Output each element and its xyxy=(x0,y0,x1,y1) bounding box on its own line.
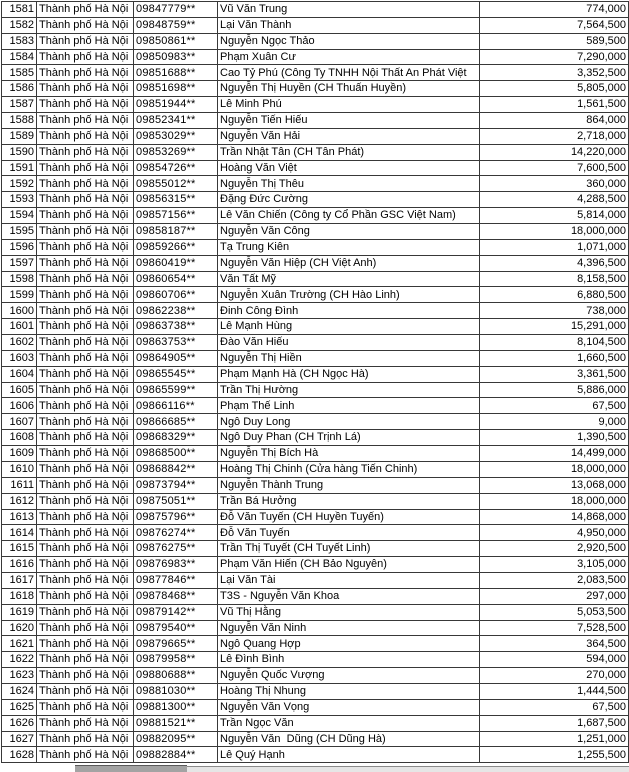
city-cell[interactable]: Thành phố Hà Nội xyxy=(37,414,134,430)
table-row xyxy=(2,430,629,446)
table-row xyxy=(2,2,629,18)
name-cell[interactable]: Ngô Duy Long xyxy=(218,414,480,430)
name-cell[interactable]: Lê Đình Bình xyxy=(218,652,480,668)
name-cell[interactable]: Lê Mạnh Hùng xyxy=(218,319,480,335)
name-cell[interactable]: T3S - Nguyễn Văn Khoa xyxy=(218,588,480,604)
row-index-cell[interactable]: 1600 xyxy=(2,303,37,319)
row-index-cell[interactable]: 1586 xyxy=(2,81,37,97)
amount-cell[interactable]: 9,000 xyxy=(480,414,629,430)
name-cell[interactable]: Nguyễn Thị Bích Hà xyxy=(218,446,480,462)
row-index-cell[interactable]: 1599 xyxy=(2,287,37,303)
partial-cell-fill-light xyxy=(187,766,629,772)
name-cell[interactable]: Trần Thị Tuyết (CH Tuyết Linh) xyxy=(218,541,480,557)
row-index-cell[interactable]: 1597 xyxy=(2,255,37,271)
table-row xyxy=(2,319,629,335)
name-cell[interactable]: Cao Tỷ Phú (Công Ty TNHH Nội Thất An Phát Việt xyxy=(218,65,480,81)
phone-cell[interactable]: 09863753** xyxy=(134,335,218,351)
phone-cell[interactable]: 09850861** xyxy=(134,33,218,49)
phone-cell[interactable]: 09848759** xyxy=(134,17,218,33)
amount-cell[interactable]: 270,000 xyxy=(480,668,629,684)
amount-cell[interactable]: 1,255,500 xyxy=(480,747,629,763)
amount-cell[interactable]: 5,886,000 xyxy=(480,382,629,398)
city-cell[interactable]: Thành phố Hà Nội xyxy=(37,239,134,255)
table-row xyxy=(2,208,629,224)
city-cell[interactable]: Thành phố Hà Nội xyxy=(37,255,134,271)
city-cell[interactable]: Thành phố Hà Nội xyxy=(37,620,134,636)
phone-cell[interactable]: 09851944** xyxy=(134,97,218,113)
phone-cell[interactable]: 09866116** xyxy=(134,398,218,414)
city-cell[interactable]: Thành phố Hà Nội xyxy=(37,192,134,208)
amount-cell[interactable]: 3,105,000 xyxy=(480,557,629,573)
amount-cell[interactable]: 6,880,500 xyxy=(480,287,629,303)
amount-cell[interactable]: 67,500 xyxy=(480,699,629,715)
name-cell[interactable]: Nguyễn Văn Hải xyxy=(218,128,480,144)
amount-cell[interactable]: 3,352,500 xyxy=(480,65,629,81)
amount-cell[interactable]: 14,220,000 xyxy=(480,144,629,160)
amount-cell[interactable]: 774,000 xyxy=(480,2,629,18)
row-index-cell[interactable]: 1598 xyxy=(2,271,37,287)
amount-cell[interactable]: 1,660,500 xyxy=(480,350,629,366)
row-index-cell[interactable]: 1605 xyxy=(2,382,37,398)
row-index-cell[interactable]: 1590 xyxy=(2,144,37,160)
amount-cell[interactable]: 14,499,000 xyxy=(480,446,629,462)
name-cell[interactable]: Nguyễn Tiến Hiếu xyxy=(218,113,480,129)
city-cell[interactable]: Thành phố Hà Nội xyxy=(37,97,134,113)
table-row xyxy=(2,572,629,588)
phone-cell[interactable]: 09853269** xyxy=(134,144,218,160)
phone-cell[interactable]: 09881521** xyxy=(134,715,218,731)
row-index-cell[interactable]: 1587 xyxy=(2,97,37,113)
table-row xyxy=(2,652,629,668)
table-row xyxy=(2,699,629,715)
city-cell[interactable]: Thành phố Hà Nội xyxy=(37,208,134,224)
phone-cell[interactable]: 09860706** xyxy=(134,287,218,303)
amount-cell[interactable]: 4,288,500 xyxy=(480,192,629,208)
amount-cell[interactable]: 8,158,500 xyxy=(480,271,629,287)
table-row xyxy=(2,144,629,160)
amount-cell[interactable]: 7,528,500 xyxy=(480,620,629,636)
city-cell[interactable]: Thành phố Hà Nội xyxy=(37,477,134,493)
name-cell[interactable]: Nguyễn Văn Hiệp (CH Việt Anh) xyxy=(218,255,480,271)
amount-cell[interactable]: 589,500 xyxy=(480,33,629,49)
city-cell[interactable]: Thành phố Hà Nội xyxy=(37,604,134,620)
amount-cell[interactable]: 5,814,000 xyxy=(480,208,629,224)
amount-cell[interactable]: 1,071,000 xyxy=(480,239,629,255)
phone-cell[interactable]: 09873794** xyxy=(134,477,218,493)
name-cell[interactable]: Nguyễn Xuân Trường (CH Hào Linh) xyxy=(218,287,480,303)
amount-cell[interactable]: 594,000 xyxy=(480,652,629,668)
row-index-cell[interactable]: 1627 xyxy=(2,731,37,747)
amount-cell[interactable]: 13,068,000 xyxy=(480,477,629,493)
name-cell[interactable]: Nguyễn Văn Ninh xyxy=(218,620,480,636)
city-cell[interactable]: Thành phố Hà Nội xyxy=(37,525,134,541)
name-cell[interactable]: Hoàng Văn Việt xyxy=(218,160,480,176)
phone-cell[interactable]: 09851688** xyxy=(134,65,218,81)
row-index-cell[interactable]: 1621 xyxy=(2,636,37,652)
row-index-cell[interactable]: 1618 xyxy=(2,588,37,604)
phone-cell[interactable]: 09854726** xyxy=(134,160,218,176)
city-cell[interactable]: Thành phố Hà Nội xyxy=(37,699,134,715)
phone-cell[interactable]: 09881300** xyxy=(134,699,218,715)
city-cell[interactable]: Thành phố Hà Nội xyxy=(37,430,134,446)
table-row xyxy=(2,588,629,604)
city-cell[interactable]: Thành phố Hà Nội xyxy=(37,557,134,573)
table-row xyxy=(2,81,629,97)
name-cell[interactable]: Tạ Trung Kiên xyxy=(218,239,480,255)
city-cell[interactable]: Thành phố Hà Nội xyxy=(37,335,134,351)
name-cell[interactable]: Đỗ Văn Tuyến xyxy=(218,525,480,541)
name-cell[interactable]: Phạm Mạnh Hà (CH Ngọc Hà) xyxy=(218,366,480,382)
city-cell[interactable]: Thành phố Hà Nội xyxy=(37,176,134,192)
name-cell[interactable]: Ngô Duy Phan (CH Trịnh Lá) xyxy=(218,430,480,446)
phone-cell[interactable]: 09865599** xyxy=(134,382,218,398)
table-row xyxy=(2,97,629,113)
table-row xyxy=(2,477,629,493)
name-cell[interactable]: Vũ Thị Hằng xyxy=(218,604,480,620)
row-index-cell[interactable]: 1606 xyxy=(2,398,37,414)
table-row xyxy=(2,366,629,382)
city-cell[interactable]: Thành phố Hà Nội xyxy=(37,572,134,588)
phone-cell[interactable]: 09881030** xyxy=(134,683,218,699)
name-cell[interactable]: Nguyễn Văn Vọng xyxy=(218,699,480,715)
city-cell[interactable]: Thành phố Hà Nội xyxy=(37,398,134,414)
amount-cell[interactable]: 5,805,000 xyxy=(480,81,629,97)
data-table xyxy=(1,1,629,763)
table-row xyxy=(2,557,629,573)
name-cell[interactable]: Nguyễn Thành Trung xyxy=(218,477,480,493)
row-index-cell[interactable]: 1607 xyxy=(2,414,37,430)
name-cell[interactable]: Nguyễn Ngọc Thảo xyxy=(218,33,480,49)
row-index-cell[interactable]: 1584 xyxy=(2,49,37,65)
table-row xyxy=(2,192,629,208)
table-row xyxy=(2,668,629,684)
amount-cell[interactable]: 7,600,500 xyxy=(480,160,629,176)
table-row xyxy=(2,683,629,699)
phone-cell[interactable]: 09860419** xyxy=(134,255,218,271)
name-cell[interactable]: Nguyễn Thị Hiền xyxy=(218,350,480,366)
row-index-cell[interactable]: 1583 xyxy=(2,33,37,49)
amount-cell[interactable]: 2,920,500 xyxy=(480,541,629,557)
city-cell[interactable]: Thành phố Hà Nội xyxy=(37,319,134,335)
row-index-cell[interactable]: 1626 xyxy=(2,715,37,731)
row-index-cell[interactable]: 1585 xyxy=(2,65,37,81)
amount-cell[interactable]: 18,000,000 xyxy=(480,224,629,240)
row-index-cell[interactable]: 1589 xyxy=(2,128,37,144)
name-cell[interactable]: Hoàng Thị Chinh (Cửa hàng Tiến Chinh) xyxy=(218,461,480,477)
city-cell[interactable]: Thành phố Hà Nội xyxy=(37,287,134,303)
city-cell[interactable]: Thành phố Hà Nội xyxy=(37,33,134,49)
phone-cell[interactable]: 09868842** xyxy=(134,461,218,477)
phone-cell[interactable]: 09857156** xyxy=(134,208,218,224)
name-cell[interactable]: Nguyễn Thị Huyền (CH Thuấn Huyền) xyxy=(218,81,480,97)
name-cell[interactable]: Lê Văn Chiến (Công ty Cổ Phần GSC Việt Nam) xyxy=(218,208,480,224)
amount-cell[interactable]: 5,053,500 xyxy=(480,604,629,620)
name-cell[interactable]: Phạm Thế Linh xyxy=(218,398,480,414)
phone-cell[interactable]: 09876983** xyxy=(134,557,218,573)
phone-cell[interactable]: 09875796** xyxy=(134,509,218,525)
amount-cell[interactable]: 14,868,000 xyxy=(480,509,629,525)
name-cell[interactable]: Trần Nhật Tân (CH Tân Phát) xyxy=(218,144,480,160)
phone-cell[interactable]: 09858187** xyxy=(134,224,218,240)
phone-cell[interactable]: 09851698** xyxy=(134,81,218,97)
city-cell[interactable]: Thành phố Hà Nội xyxy=(37,350,134,366)
name-cell[interactable]: Đào Văn Hiếu xyxy=(218,335,480,351)
table-row xyxy=(2,509,629,525)
city-cell[interactable]: Thành phố Hà Nội xyxy=(37,509,134,525)
phone-cell[interactable]: 09879540** xyxy=(134,620,218,636)
table-row xyxy=(2,636,629,652)
city-cell[interactable]: Thành phố Hà Nội xyxy=(37,81,134,97)
amount-cell[interactable]: 15,291,000 xyxy=(480,319,629,335)
phone-cell[interactable]: 09852341** xyxy=(134,113,218,129)
phone-cell[interactable]: 09866685** xyxy=(134,414,218,430)
phone-cell[interactable]: 09862238** xyxy=(134,303,218,319)
phone-cell[interactable]: 09879142** xyxy=(134,604,218,620)
row-index-cell[interactable]: 1625 xyxy=(2,699,37,715)
phone-cell[interactable]: 09879665** xyxy=(134,636,218,652)
city-cell[interactable]: Thành phố Hà Nội xyxy=(37,17,134,33)
city-cell[interactable]: Thành phố Hà Nội xyxy=(37,65,134,81)
row-index-cell[interactable]: 1593 xyxy=(2,192,37,208)
table-row xyxy=(2,33,629,49)
amount-cell[interactable]: 1,444,500 xyxy=(480,683,629,699)
amount-cell[interactable]: 18,000,000 xyxy=(480,461,629,477)
phone-cell[interactable]: 09876274** xyxy=(134,525,218,541)
phone-cell[interactable]: 09868329** xyxy=(134,430,218,446)
phone-cell[interactable]: 09864905** xyxy=(134,350,218,366)
city-cell[interactable]: Thành phố Hà Nội xyxy=(37,144,134,160)
phone-cell[interactable]: 09853029** xyxy=(134,128,218,144)
amount-cell[interactable]: 1,251,000 xyxy=(480,731,629,747)
row-index-cell[interactable]: 1610 xyxy=(2,461,37,477)
amount-cell[interactable]: 360,000 xyxy=(480,176,629,192)
amount-cell[interactable]: 7,290,000 xyxy=(480,49,629,65)
name-cell[interactable]: Nguyễn Văn Dũng (CH Dũng Hà) xyxy=(218,731,480,747)
phone-cell[interactable]: 09880688** xyxy=(134,668,218,684)
table-row xyxy=(2,747,629,763)
row-index-cell[interactable]: 1588 xyxy=(2,113,37,129)
phone-cell[interactable]: 09856315** xyxy=(134,192,218,208)
table-row xyxy=(2,271,629,287)
table-row xyxy=(2,239,629,255)
name-cell[interactable]: Trần Ngọc Văn xyxy=(218,715,480,731)
name-cell[interactable]: Vũ Văn Trung xyxy=(218,2,480,18)
phone-cell[interactable]: 09859266** xyxy=(134,239,218,255)
city-cell[interactable]: Thành phố Hà Nội xyxy=(37,493,134,509)
city-cell[interactable]: Thành phố Hà Nội xyxy=(37,2,134,18)
city-cell[interactable]: Thành phố Hà Nội xyxy=(37,541,134,557)
name-cell[interactable]: Lại Văn Tài xyxy=(218,572,480,588)
table-row xyxy=(2,224,629,240)
row-index-cell[interactable]: 1614 xyxy=(2,525,37,541)
amount-cell[interactable]: 2,083,500 xyxy=(480,572,629,588)
city-cell[interactable]: Thành phố Hà Nội xyxy=(37,160,134,176)
amount-cell[interactable]: 1,561,500 xyxy=(480,97,629,113)
table-row xyxy=(2,461,629,477)
row-index-cell[interactable]: 1619 xyxy=(2,604,37,620)
phone-cell[interactable]: 09868500** xyxy=(134,446,218,462)
city-cell[interactable]: Thành phố Hà Nội xyxy=(37,683,134,699)
city-cell[interactable]: Thành phố Hà Nội xyxy=(37,128,134,144)
phone-cell[interactable]: 09877846** xyxy=(134,572,218,588)
phone-cell[interactable]: 09855012** xyxy=(134,176,218,192)
row-index-cell[interactable]: 1582 xyxy=(2,17,37,33)
table-row xyxy=(2,446,629,462)
name-cell[interactable]: Đặng Đức Cường xyxy=(218,192,480,208)
city-cell[interactable]: Thành phố Hà Nội xyxy=(37,303,134,319)
name-cell[interactable]: Đỗ Văn Tuyến (CH Huyền Tuyến) xyxy=(218,509,480,525)
table-row xyxy=(2,49,629,65)
row-index-cell[interactable]: 1603 xyxy=(2,350,37,366)
row-index-cell[interactable]: 1595 xyxy=(2,224,37,240)
table-row xyxy=(2,287,629,303)
city-cell[interactable]: Thành phố Hà Nội xyxy=(37,446,134,462)
row-index-cell[interactable]: 1591 xyxy=(2,160,37,176)
row-index-cell[interactable]: 1628 xyxy=(2,747,37,763)
row-index-cell[interactable]: 1604 xyxy=(2,366,37,382)
amount-cell[interactable]: 7,564,500 xyxy=(480,17,629,33)
table-row xyxy=(2,525,629,541)
amount-cell[interactable]: 1,390,500 xyxy=(480,430,629,446)
phone-cell[interactable]: 09865545** xyxy=(134,366,218,382)
partial-next-row xyxy=(0,763,629,771)
row-index-cell[interactable]: 1608 xyxy=(2,430,37,446)
table-row xyxy=(2,620,629,636)
amount-cell[interactable]: 67,500 xyxy=(480,398,629,414)
amount-cell[interactable]: 18,000,000 xyxy=(480,493,629,509)
city-cell[interactable]: Thành phố Hà Nội xyxy=(37,731,134,747)
amount-cell[interactable]: 738,000 xyxy=(480,303,629,319)
name-cell[interactable]: Nguyễn Quốc Vượng xyxy=(218,668,480,684)
city-cell[interactable]: Thành phố Hà Nội xyxy=(37,747,134,763)
table-row xyxy=(2,350,629,366)
row-index-cell[interactable]: 1602 xyxy=(2,335,37,351)
row-index-cell[interactable]: 1609 xyxy=(2,446,37,462)
name-cell[interactable]: Hoàng Thị Nhung xyxy=(218,683,480,699)
table-body xyxy=(2,2,629,763)
table-row xyxy=(2,414,629,430)
name-cell[interactable]: Văn Tất Mỹ xyxy=(218,271,480,287)
row-index-cell[interactable]: 1592 xyxy=(2,176,37,192)
row-index-cell[interactable]: 1613 xyxy=(2,509,37,525)
row-index-cell[interactable]: 1601 xyxy=(2,319,37,335)
name-cell[interactable]: Lê Minh Phú xyxy=(218,97,480,113)
phone-cell[interactable]: 09878468** xyxy=(134,588,218,604)
table-row xyxy=(2,128,629,144)
name-cell[interactable]: Ngô Quang Hợp xyxy=(218,636,480,652)
table-row xyxy=(2,255,629,271)
table-row xyxy=(2,335,629,351)
table-row xyxy=(2,398,629,414)
row-index-cell[interactable]: 1615 xyxy=(2,541,37,557)
phone-cell[interactable]: 09863738** xyxy=(134,319,218,335)
name-cell[interactable]: Đinh Công Đình xyxy=(218,303,480,319)
table-row xyxy=(2,65,629,81)
amount-cell[interactable]: 4,396,500 xyxy=(480,255,629,271)
city-cell[interactable]: Thành phố Hà Nội xyxy=(37,636,134,652)
row-index-cell[interactable]: 1612 xyxy=(2,493,37,509)
amount-cell[interactable]: 8,104,500 xyxy=(480,335,629,351)
table-row xyxy=(2,382,629,398)
amount-cell[interactable]: 297,000 xyxy=(480,588,629,604)
name-cell[interactable]: Phạm Văn Hiến (CH Bảo Nguyên) xyxy=(218,557,480,573)
city-cell[interactable]: Thành phố Hà Nội xyxy=(37,668,134,684)
amount-cell[interactable]: 1,687,500 xyxy=(480,715,629,731)
phone-cell[interactable]: 09882884** xyxy=(134,747,218,763)
name-cell[interactable]: Phạm Xuân Cư xyxy=(218,49,480,65)
phone-cell[interactable]: 09860654** xyxy=(134,271,218,287)
row-index-cell[interactable]: 1616 xyxy=(2,557,37,573)
city-cell[interactable]: Thành phố Hà Nội xyxy=(37,271,134,287)
phone-cell[interactable]: 09879958** xyxy=(134,652,218,668)
phone-cell[interactable]: 09876275** xyxy=(134,541,218,557)
row-index-cell[interactable]: 1624 xyxy=(2,683,37,699)
phone-cell[interactable]: 09850983** xyxy=(134,49,218,65)
name-cell[interactable]: Trần Thị Hường xyxy=(218,382,480,398)
phone-cell[interactable]: 09875051** xyxy=(134,493,218,509)
row-index-cell[interactable]: 1622 xyxy=(2,652,37,668)
amount-cell[interactable]: 864,000 xyxy=(480,113,629,129)
table-row xyxy=(2,715,629,731)
amount-cell[interactable]: 364,500 xyxy=(480,636,629,652)
phone-cell[interactable]: 09882095** xyxy=(134,731,218,747)
amount-cell[interactable]: 4,950,000 xyxy=(480,525,629,541)
name-cell[interactable]: Nguyễn Thị Thêu xyxy=(218,176,480,192)
table-row xyxy=(2,493,629,509)
row-index-cell[interactable]: 1594 xyxy=(2,208,37,224)
row-index-cell[interactable]: 1617 xyxy=(2,572,37,588)
name-cell[interactable]: Lại Văn Thành xyxy=(218,17,480,33)
name-cell[interactable]: Trần Bá Hưởng xyxy=(218,493,480,509)
city-cell[interactable]: Thành phố Hà Nội xyxy=(37,382,134,398)
row-index-cell[interactable]: 1581 xyxy=(2,2,37,18)
amount-cell[interactable]: 2,718,000 xyxy=(480,128,629,144)
city-cell[interactable]: Thành phố Hà Nội xyxy=(37,113,134,129)
table-row xyxy=(2,17,629,33)
table-row xyxy=(2,113,629,129)
row-index-cell[interactable]: 1596 xyxy=(2,239,37,255)
name-cell[interactable]: Lê Quý Hạnh xyxy=(218,747,480,763)
row-index-cell[interactable]: 1620 xyxy=(2,620,37,636)
table-row xyxy=(2,731,629,747)
table-row xyxy=(2,303,629,319)
table-row xyxy=(2,541,629,557)
row-index-cell[interactable]: 1623 xyxy=(2,668,37,684)
city-cell[interactable]: Thành phố Hà Nội xyxy=(37,715,134,731)
city-cell[interactable]: Thành phố Hà Nội xyxy=(37,461,134,477)
row-index-cell[interactable]: 1611 xyxy=(2,477,37,493)
city-cell[interactable]: Thành phố Hà Nội xyxy=(37,366,134,382)
name-cell[interactable]: Nguyễn Văn Công xyxy=(218,224,480,240)
phone-cell[interactable]: 09847779** xyxy=(134,2,218,18)
table-row xyxy=(2,160,629,176)
amount-cell[interactable]: 3,361,500 xyxy=(480,366,629,382)
city-cell[interactable]: Thành phố Hà Nội xyxy=(37,588,134,604)
table-row xyxy=(2,176,629,192)
city-cell[interactable]: Thành phố Hà Nội xyxy=(37,49,134,65)
city-cell[interactable]: Thành phố Hà Nội xyxy=(37,652,134,668)
city-cell[interactable]: Thành phố Hà Nội xyxy=(37,224,134,240)
table-row xyxy=(2,604,629,620)
